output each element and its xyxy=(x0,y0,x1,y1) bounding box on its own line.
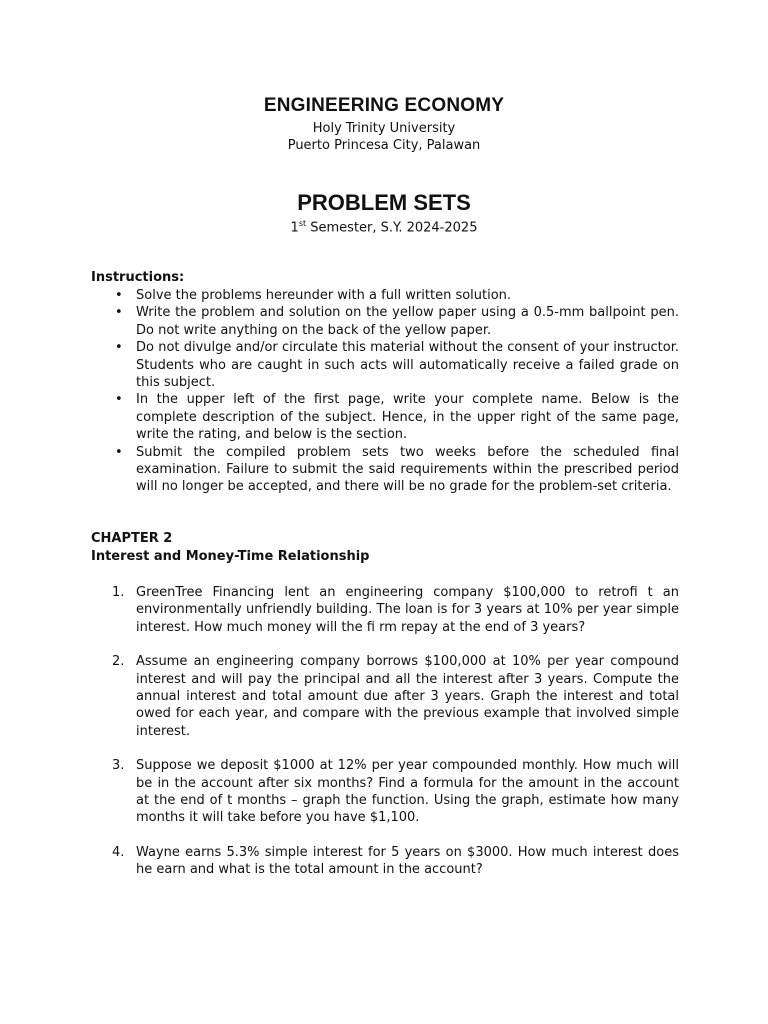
semester-text: Semester, S.Y. 2024-2025 xyxy=(306,220,478,236)
bullet-icon: • xyxy=(115,288,123,303)
instruction-item xyxy=(91,304,679,339)
instruction-item xyxy=(91,287,679,304)
instructions-label: Instructions: xyxy=(91,270,185,285)
problem-number: 4. xyxy=(112,844,125,860)
problem-list xyxy=(91,584,679,896)
instruction-text: In the upper left of the first page, write your complete name. Below is the complete description of the subject. Hence, in the upper right of the same page, write the rating, and below is the section. xyxy=(136,392,679,443)
bullet-icon: • xyxy=(115,340,123,356)
problem-number: 1. xyxy=(112,585,125,600)
instruction-text: Do not divulge and/or circulate this material without the consent of your instructor. Students who are caught in such acts will automatically receive a failed grade on this subject. xyxy=(136,340,679,391)
problem-number: 3. xyxy=(112,758,125,774)
problem-number: 2. xyxy=(112,654,125,670)
bullet-icon: • xyxy=(115,305,123,321)
instruction-item xyxy=(91,391,679,443)
instruction-text: Submit the compiled problem sets two weeks before the scheduled final examination. Failure to submit the said requirements within the prescribed period will no longer be accepted, and there will be no grade for the problem-set criteria. xyxy=(136,444,679,495)
university-block xyxy=(0,120,768,154)
problem-text: Suppose we deposit $1000 at 12% per year compounded monthly. How much will be in the account after six months? Find a formula for the amount in the account at the end of t months – graph the function. Using the graph, estimate how many months it will take before you have $1,100. xyxy=(136,758,679,826)
university-name: Holy Trinity University xyxy=(312,121,456,136)
problem-text: Assume an engineering company borrows $100,000 at 10% per year compound interest and will pay the principal and all the interest after 3 years. Compute the annual interest and total amount due after 3 years. Graph the interest and total owed for each year, and compare with the previous example that involved simple interest. xyxy=(136,654,679,739)
document-title: PROBLEM SETS xyxy=(297,190,471,215)
problem-item xyxy=(91,584,679,636)
semester-line xyxy=(0,219,768,235)
problem-item xyxy=(91,844,679,879)
instructions-list xyxy=(91,287,679,496)
instruction-item xyxy=(91,339,679,391)
university-location: Puerto Princesa City, Palawan xyxy=(287,138,481,153)
bullet-icon: • xyxy=(115,392,123,408)
course-title: ENGINEERING ECONOMY xyxy=(263,95,505,116)
chapter-title: Interest and Money-Time Relationship xyxy=(91,549,370,564)
problem-text: GreenTree Financing lent an engineering company $100,000 to retrofi t an environmentally unfriendly building. The loan is for 3 years at 10% per year simple interest. How much money will the fi rm repay at the end of 3 years? xyxy=(136,585,679,635)
bullet-icon: • xyxy=(115,444,123,460)
problem-item xyxy=(91,757,679,827)
semester-number: 1 xyxy=(290,220,299,236)
instruction-item xyxy=(91,444,679,496)
instruction-text: Write the problem and solution on the yellow paper using a 0.5-mm ballpoint pen. Do not write anything on the back of the yellow paper. xyxy=(136,305,679,338)
instruction-text: Solve the problems hereunder with a full written solution. xyxy=(136,288,512,303)
problem-text: Wayne earns 5.3% simple interest for 5 years on $3000. How much interest does he earn and what is the total amount in the account? xyxy=(136,844,679,878)
chapter-label: CHAPTER 2 xyxy=(91,531,173,546)
problem-item xyxy=(91,653,679,740)
semester-superscript: st xyxy=(298,219,307,228)
